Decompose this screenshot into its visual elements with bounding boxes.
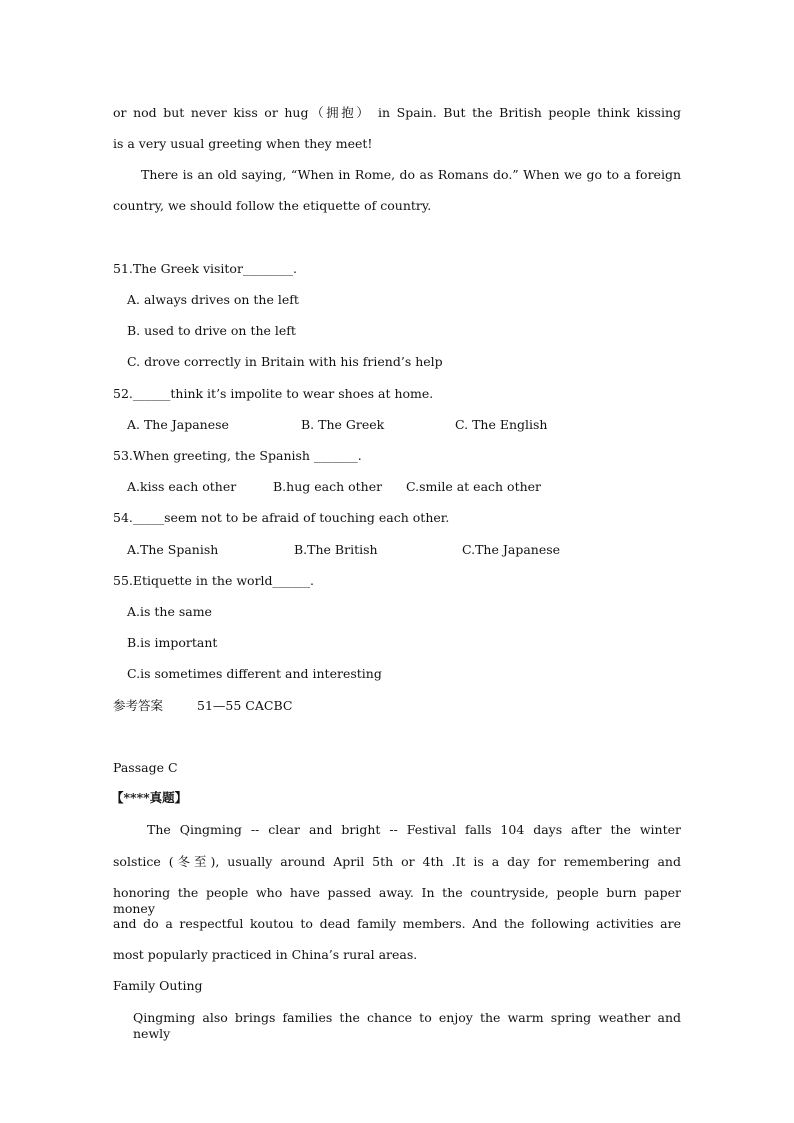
passage-c-para1-line-2: solstice (冬至), usually around April 5th or 4th .It is a day for remembering and: [113, 854, 681, 869]
question-55-option-b: B.is important: [127, 635, 218, 650]
passage-c-para1-line-5: most popularly practiced in China’s rural areas.: [113, 947, 418, 962]
question-53-option-a: A.kiss each other: [127, 479, 237, 494]
question-54-option-b: B.The British: [294, 542, 378, 557]
question-55-option-a: A.is the same: [127, 604, 212, 619]
passage-c-subheading: Family Outing: [113, 978, 203, 993]
passage-b-line-1: or nod but never kiss or hug（拥抱） in Spain. But the British people think kissing: [113, 105, 681, 120]
question-53-stem: 53.When greeting, the Spanish _______.: [113, 448, 362, 463]
passage-b-line-3: There is an old saying, “When in Rome, do as Romans do.” When we go to a foreign: [141, 167, 681, 182]
passage-c-tag: 【****真题】: [111, 790, 188, 805]
question-55-stem: 55.Etiquette in the world______.: [113, 573, 315, 588]
passage-b-line-4: country, we should follow the etiquette of country.: [113, 198, 432, 213]
question-52-stem: 52.______think it’s impolite to wear shoes at home.: [113, 386, 434, 401]
question-54-stem: 54._____seem not to be afraid of touching each other.: [113, 510, 450, 525]
passage-c-para1-line-1: The Qingming -- clear and bright -- Festival falls 104 days after the winter: [147, 822, 681, 837]
passage-c-title: Passage C: [113, 760, 178, 775]
answer-key-label: 参考答案: [113, 698, 164, 713]
question-54-option-a: A.The Spanish: [127, 542, 219, 557]
question-53-option-b: B.hug each other: [273, 479, 383, 494]
question-54-option-c: C.The Japanese: [462, 542, 561, 557]
passage-b-line-2: is a very usual greeting when they meet!: [113, 136, 373, 151]
passage-c-para2-line-1: Qingming also brings families the chance to enjoy the warm spring weather and newly: [133, 1010, 681, 1041]
question-52-option-a: A. The Japanese: [127, 417, 229, 432]
question-53-option-c: C.smile at each other: [406, 479, 542, 494]
question-55-option-c: C.is sometimes different and interesting: [127, 666, 382, 681]
passage-c-para1-line-3: honoring the people who have passed away. In the countryside, people burn paper money: [113, 885, 681, 916]
answer-key-value: 51—55 CACBC: [197, 698, 293, 713]
question-52-option-c: C. The English: [455, 417, 548, 432]
question-51-option-a: A. always drives on the left: [127, 292, 299, 307]
question-51-option-c: C. drove correctly in Britain with his friend’s help: [127, 354, 443, 369]
question-52-option-b: B. The Greek: [301, 417, 385, 432]
passage-c-para1-line-4: and do a respectful koutou to dead family members. And the following activities are: [113, 916, 681, 931]
question-51-option-b: B. used to drive on the left: [127, 323, 296, 338]
question-51-stem: 51.The Greek visitor________.: [113, 261, 297, 276]
